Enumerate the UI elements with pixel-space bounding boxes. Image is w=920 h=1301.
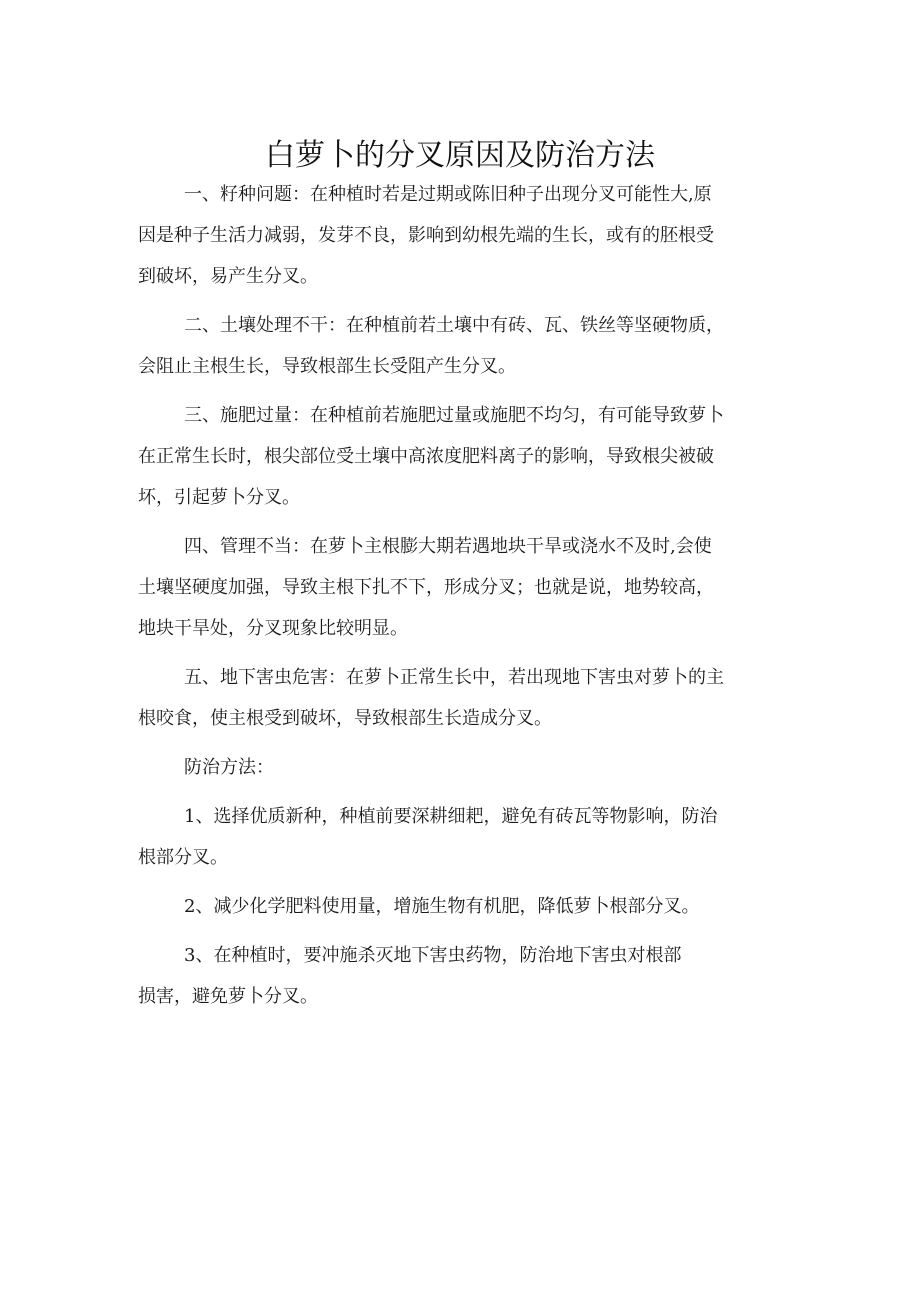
prevention-item-2 [138,886,788,927]
paragraph-line: 坏，引起萝卜分叉。 [138,487,300,508]
paragraph-line: 三、施肥过量：在种植前若施肥过量或施肥不均匀，有可能导致萝卜 [184,405,724,426]
paragraph-pest-issue [138,657,788,739]
paragraph-line: 二、土壤处理不干：在种植前若土壤中有砖、瓦、铁丝等坚硬物质， [184,315,724,336]
paragraph-line: 会阻止主根生长，导致根部生长受阻产生分叉。 [138,356,516,377]
paragraph-line: 到破坏，易产生分叉。 [138,266,318,287]
paragraph-soil-issue [138,305,788,387]
paragraph-line: 土壤坚硬度加强，导致主根下扎不下，形成分叉；也就是说，地势较高， [138,577,714,598]
paragraph-line: 2、减少化学肥料使用量，增施生物有机肥，降低萝卜根部分叉。 [184,896,700,917]
paragraph-line: 根部分叉。 [138,847,228,868]
paragraph-line: 因是种子生活力减弱，发芽不良，影响到幼根先端的生长，或有的胚根受 [138,225,714,246]
prevention-heading [138,747,788,788]
paragraph-line: 一、籽种问题：在种植时若是过期或陈旧种子出现分叉可能性大,原 [184,184,712,205]
paragraph-line: 五、地下害虫危害：在萝卜正常生长中，若出现地下害虫对萝卜的主 [184,667,724,688]
prevention-item-3 [138,935,788,1017]
paragraph-line: 防治方法： [184,757,274,778]
paragraph-seed-issue [138,174,788,297]
paragraph-line: 损害，避免萝卜分叉。 [138,986,318,1007]
document-title: 白萝卜的分叉原因及防治方法 [265,138,655,174]
paragraph-fertilizer-issue [138,395,788,518]
paragraph-line: 3、在种植时，要冲施杀灭地下害虫药物，防治地下害虫对根部 [184,945,682,966]
prevention-item-1 [138,796,788,878]
document-body [138,174,788,1025]
paragraph-line: 地块干旱处，分叉现象比较明显。 [138,618,408,639]
paragraph-line: 在正常生长时，根尖部位受土壤中高浓度肥料离子的影响，导致根尖被破 [138,446,714,467]
paragraph-management-issue [138,526,788,649]
paragraph-line: 四、管理不当：在萝卜主根膨大期若遇地块干旱或浇水不及时,会使 [184,536,712,557]
paragraph-line: 1、选择优质新种，种植前要深耕细耙，避免有砖瓦等物影响，防治 [184,806,718,827]
paragraph-line: 根咬食，使主根受到破坏，导致根部生长造成分叉。 [138,708,552,729]
